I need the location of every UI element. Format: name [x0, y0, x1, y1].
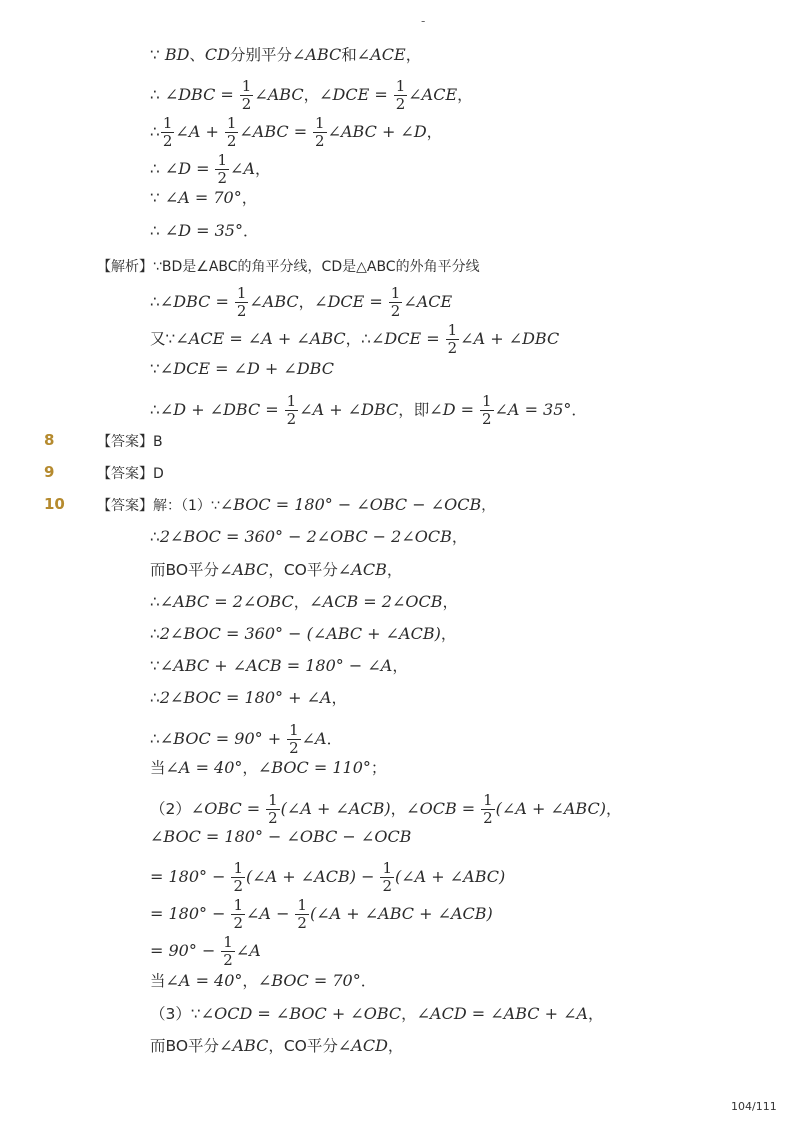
fraction — [266, 792, 280, 827]
solution-line — [150, 688, 347, 708]
math-text: ∠A — [235, 941, 261, 960]
because-symbol: ∵ — [150, 189, 160, 207]
math-text: (∠A + ∠ABC) — [495, 799, 606, 818]
text: ， — [386, 561, 403, 579]
math-text: ∠A + ∠DBC — [299, 400, 399, 419]
math-text: ∠DCE = ∠D + ∠DBC — [159, 359, 334, 378]
numerator: 1 — [481, 392, 492, 410]
math-text: 2∠BOC = 360° − (∠ABC + ∠ACB) — [159, 624, 441, 643]
math-text: ∠ABC — [254, 85, 304, 104]
solution-line — [150, 1036, 403, 1056]
math-text: ∠OCD = ∠BOC + ∠OBC — [200, 1004, 402, 1023]
math-text: ∠D + ∠DBC = — [159, 400, 279, 419]
fraction — [221, 934, 235, 969]
numerator: 1 — [226, 114, 237, 132]
math-text: ∠ABC — [292, 45, 342, 64]
text: ． — [242, 222, 259, 240]
text: ， — [242, 972, 258, 990]
denominator: 2 — [236, 302, 247, 320]
therefore-symbol: ∴ — [150, 86, 160, 104]
math-text: = 90° − — [150, 941, 216, 960]
numerator: 1 — [297, 896, 307, 914]
denominator: 2 — [217, 169, 228, 187]
solution-line — [150, 560, 402, 580]
math-text: ∠DCE = — [319, 85, 388, 104]
math-text: ∠A — [301, 729, 327, 748]
denominator: 2 — [390, 302, 401, 320]
denominator: 2 — [162, 132, 173, 150]
denominator: 2 — [226, 132, 237, 150]
therefore-symbol: ∴ — [150, 160, 160, 178]
question-number: 10 — [44, 495, 65, 513]
math-text: ∠A = 35° — [494, 400, 572, 419]
math-text: ∠A − — [246, 904, 290, 923]
fraction — [161, 115, 175, 150]
fraction — [231, 860, 245, 895]
text: 而BO平分 — [150, 561, 220, 579]
math-text: ∠BOC = 70° — [257, 971, 361, 990]
therefore-symbol: ∴ — [150, 123, 160, 141]
solution-line — [150, 656, 408, 676]
proof-line — [150, 322, 559, 357]
proof-line — [150, 152, 271, 187]
math-text: ∠DBC = — [164, 85, 234, 104]
math-text: = 180° − — [150, 904, 226, 923]
math-text: BD — [164, 45, 190, 64]
math-text: ∠ABC — [249, 292, 299, 311]
proof-line — [150, 359, 334, 379]
math-text: ∠D = — [164, 159, 210, 178]
math-text: ∠ACE = ∠A + ∠ABC — [175, 329, 346, 348]
math-text: ∠DCE = — [314, 292, 383, 311]
solution-line — [150, 827, 411, 847]
math-text: ∠ACE — [408, 85, 458, 104]
math-text: ∠BOC = 110° — [257, 758, 371, 777]
denominator: 2 — [382, 877, 392, 895]
solution-line — [150, 897, 493, 932]
question-number: 8 — [44, 431, 55, 449]
proof-line — [150, 188, 257, 208]
fraction — [446, 322, 460, 357]
text: ，CO平分 — [268, 561, 338, 579]
fraction — [295, 897, 309, 932]
fraction — [235, 285, 249, 320]
fraction — [285, 393, 299, 428]
math-text: ∠BOC = 90° + — [159, 729, 282, 748]
numerator: 1 — [395, 77, 406, 95]
math-text: ∠ACD = ∠ABC + ∠A — [416, 1004, 589, 1023]
therefore-symbol: ∴ — [150, 625, 160, 643]
text: ， — [293, 593, 310, 611]
solution-line — [150, 792, 621, 827]
denominator: 2 — [289, 739, 299, 757]
part-label: （2） — [150, 800, 191, 818]
text: ，∴ — [345, 330, 372, 348]
therefore-symbol: ∴ — [150, 730, 160, 748]
math-text: ∠ACB = 2∠OCB — [309, 592, 443, 611]
math-text: ∠A + — [175, 122, 219, 141]
text: ， — [401, 1005, 417, 1023]
math-text: ∠ABC + ∠ACB = 180° − ∠A — [159, 656, 393, 675]
math-text: ∠ACE — [403, 292, 453, 311]
math-text: = 180° − — [150, 867, 226, 886]
solution-line — [150, 722, 342, 757]
text: ， — [442, 593, 458, 611]
proof-line — [150, 45, 421, 65]
numerator: 1 — [483, 791, 493, 809]
therefore-symbol: ∴ — [150, 593, 160, 611]
math-text: (∠A + ∠ACB) — [280, 799, 391, 818]
because-symbol: ∵ — [150, 46, 160, 64]
math-text: ∠A = 40° — [165, 758, 243, 777]
answer-tag: 【答案】解：（1）∵ — [97, 498, 220, 514]
text: ，即 — [398, 401, 430, 419]
numerator: 1 — [315, 114, 325, 132]
text: ， — [241, 189, 258, 207]
numerator: 1 — [162, 114, 173, 132]
math-text: ∠BOC = 180° − ∠OBC − ∠OCB — [150, 827, 412, 846]
proof-line — [150, 78, 473, 113]
numerator: 1 — [233, 896, 244, 914]
text: ， — [426, 123, 443, 141]
math-text: CD — [204, 45, 230, 64]
fraction — [389, 285, 403, 320]
numerator: 1 — [382, 859, 392, 877]
math-text: ∠DBC = — [159, 292, 229, 311]
answer-line — [97, 495, 495, 515]
answer-tag: 【答案】D — [97, 466, 164, 482]
denominator: 2 — [233, 877, 244, 895]
math-text: ∠OCB = — [406, 799, 476, 818]
text: 分别平分 — [230, 46, 293, 64]
math-text: (∠A + ∠ABC + ∠ACB) — [309, 904, 493, 923]
math-text: 2∠BOC = 180° + ∠A — [159, 688, 332, 707]
denominator: 2 — [447, 339, 458, 357]
numerator: 1 — [236, 284, 247, 302]
math-text: ∠A + ∠DBC — [460, 329, 560, 348]
text: ， — [605, 800, 622, 818]
text: ， — [481, 498, 496, 514]
part-label: （3）∵ — [150, 1005, 201, 1023]
text: ； — [370, 759, 387, 777]
denominator: 2 — [481, 410, 492, 428]
because-symbol: ∵ — [150, 657, 160, 675]
text: 当 — [150, 759, 166, 777]
math-text: ∠ACD — [337, 1036, 388, 1055]
math-text: ∠ACB — [337, 560, 387, 579]
numerator: 1 — [390, 284, 401, 302]
text: ． — [360, 972, 377, 990]
math-text: ∠A — [230, 159, 255, 178]
numerator: 1 — [233, 859, 244, 877]
solution-line — [150, 624, 456, 644]
fraction — [394, 78, 408, 113]
proof-line — [150, 393, 587, 428]
denominator: 2 — [483, 809, 493, 827]
text: ， — [588, 1005, 604, 1023]
numerator: 1 — [286, 392, 297, 410]
question-number: 9 — [44, 463, 55, 481]
denominator: 2 — [297, 914, 307, 932]
math-text: ∠ABC + ∠D — [327, 122, 427, 141]
math-text: ∠ABC = — [239, 122, 308, 141]
math-text: ∠ABC — [219, 560, 269, 579]
therefore-symbol: ∴ — [150, 689, 160, 707]
fraction — [481, 792, 495, 827]
fraction — [215, 152, 229, 187]
fraction — [231, 897, 245, 932]
denominator: 2 — [315, 132, 325, 150]
proof-line — [150, 115, 442, 150]
text: ， — [457, 86, 473, 104]
fraction — [480, 393, 494, 428]
math-text: ∠DCE = — [371, 329, 440, 348]
denominator: 2 — [241, 95, 252, 113]
math-text: ∠OBC = — [190, 799, 261, 818]
math-text: ∠ABC = 2∠OBC — [159, 592, 294, 611]
header-mark: - — [421, 14, 426, 28]
numerator: 1 — [223, 933, 233, 951]
therefore-symbol: ∴ — [150, 222, 160, 240]
text: ， — [298, 293, 315, 311]
math-text: (∠A + ∠ABC) — [394, 867, 506, 886]
therefore-symbol: ∴ — [150, 401, 160, 419]
text: ， — [392, 657, 408, 675]
denominator: 2 — [395, 95, 406, 113]
analysis-tag: 【解析】∵BD是∠ABC的角平分线，CD是△ABC的外角平分线 — [97, 259, 480, 275]
denominator: 2 — [268, 809, 278, 827]
math-text: ∠ABC — [219, 1036, 269, 1055]
solution-line — [150, 592, 458, 612]
because-symbol: ∵ — [150, 360, 160, 378]
solution-line — [150, 758, 386, 778]
text: ， — [331, 689, 348, 707]
text: ， — [303, 86, 320, 104]
text: ， — [440, 625, 457, 643]
fraction — [225, 115, 239, 150]
math-text: ∠A = 40° — [165, 971, 243, 990]
text: ， — [242, 759, 258, 777]
denominator: 2 — [286, 410, 297, 428]
text: ，CO平分 — [268, 1037, 338, 1055]
text: ， — [255, 160, 271, 178]
math-text: ∠ACE — [356, 45, 406, 64]
math-text: (∠A + ∠ACB) − — [246, 867, 375, 886]
text: 而BO平分 — [150, 1037, 220, 1055]
numerator: 1 — [289, 721, 299, 739]
text: ， — [451, 528, 468, 546]
proof-line — [150, 285, 452, 320]
text: ． — [571, 401, 587, 419]
numerator: 1 — [241, 77, 252, 95]
denominator: 2 — [233, 914, 244, 932]
math-text: 2∠BOC = 360° − 2∠OBC − 2∠OCB — [159, 527, 452, 546]
text: 当 — [150, 972, 166, 990]
text: 、 — [189, 46, 205, 64]
fraction — [313, 115, 327, 150]
text: 又∵ — [150, 330, 176, 348]
numerator: 1 — [268, 791, 278, 809]
solution-line — [150, 1004, 604, 1024]
text: ， — [405, 46, 422, 64]
numerator: 1 — [447, 321, 458, 339]
numerator: 1 — [217, 151, 228, 169]
page-number: 104/111 — [731, 1100, 777, 1113]
math-text: ∠BOC = 180° − ∠OBC − ∠OCB — [219, 495, 482, 514]
solution-line — [150, 527, 467, 547]
math-text: ∠D = — [429, 400, 475, 419]
denominator: 2 — [223, 951, 233, 969]
therefore-symbol: ∴ — [150, 528, 160, 546]
text: ． — [326, 730, 343, 748]
answer-tag: 【答案】B — [97, 434, 163, 450]
fraction — [380, 860, 394, 895]
text: ， — [390, 800, 407, 818]
text: ， — [387, 1037, 404, 1055]
proof-line — [150, 221, 259, 241]
math-text: ∠A = 70° — [164, 188, 242, 207]
solution-line — [150, 971, 376, 991]
fraction — [240, 78, 254, 113]
solution-line — [150, 934, 261, 969]
math-text: ∠D = 35° — [164, 221, 243, 240]
solution-line — [150, 860, 505, 895]
fraction — [287, 722, 301, 757]
text: 和 — [341, 46, 357, 64]
therefore-symbol: ∴ — [150, 293, 160, 311]
